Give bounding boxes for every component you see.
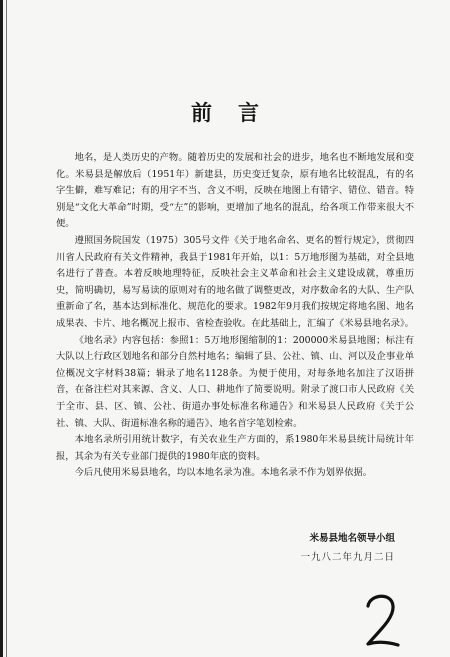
paragraph-usage: 今后凡使用米易县地名，均以本地名录为准。本地名录不作为划界依据。 [74,467,373,479]
signature-org: 米易县地名领导小组 [309,533,395,544]
paragraph-intro: 地名，是人类历史的产物。随着历史的发展和社会的进步，地名也不断地发展和变化。米易县是解放后（1951年）新建县，历史变迁复杂，原有地名比较混乱，有的名字生僻，难写难记；有的用字不当、含义不明，反映在地图上有错字、错位、错音。特别是“文化大革命”时期，受“左”的影响，更增加了地名的混乱，给各项工作带来很大不便。 [56,152,414,230]
handwritten-page-number [362,590,402,650]
paragraph-survey: 遵照国务院国发（1975）305号文件《关于地名命名、更名的暂行规定》，贯彻四川省人民政府有关文件精神，我县于1981年开始，以1：5万地形图为基础，对全县地名进行了普查。本着反映地理特征，反映社会主义革命和社会主义建设成就，尊重历史，简明确切，易写易读的原则对有的地名做了调整更改，对序数命名的大队、生产队重新命了名，基本达到标准化、规范化的要求。1982年9月我们按规定将地名图、地名成果表、卡片、地名概况上报市、省检查验收。在此基础上，汇编了《米易县地名录》。 [56,234,414,329]
preface-body [56,150,414,482]
paragraph-statistics: 本地名录所引用统计数字，有关农业生产方面的，系1980年米易县统计局统计年报，其余为有关专业部门提供的1980年底的资料。 [56,434,414,462]
page-title: 前言 [191,100,285,125]
signature-date: 一九八二年九月二日 [300,552,395,563]
paragraph-contents: 《地名录》内容包括：参照1：5万地形图缩制的1：200000米易县地图；标注有大队以上行政区划地名和部分自然村地名；编辑了县、公社、镇、山、河以及企事业单位概况文字材料38篇；辑录了地名1128条。为便于使用，对每条地名加注了汉语拼音，在备注栏对其来源、含义、人口、耕地作了简要说明。附录了渡口市人民政府《关于全市、县、区、镇、公社、街道办事处标准名称通告》和米易县人民政府《关于公社、镇、大队、街道标准名称的通告》、地名首字笔划检索。 [56,334,414,429]
